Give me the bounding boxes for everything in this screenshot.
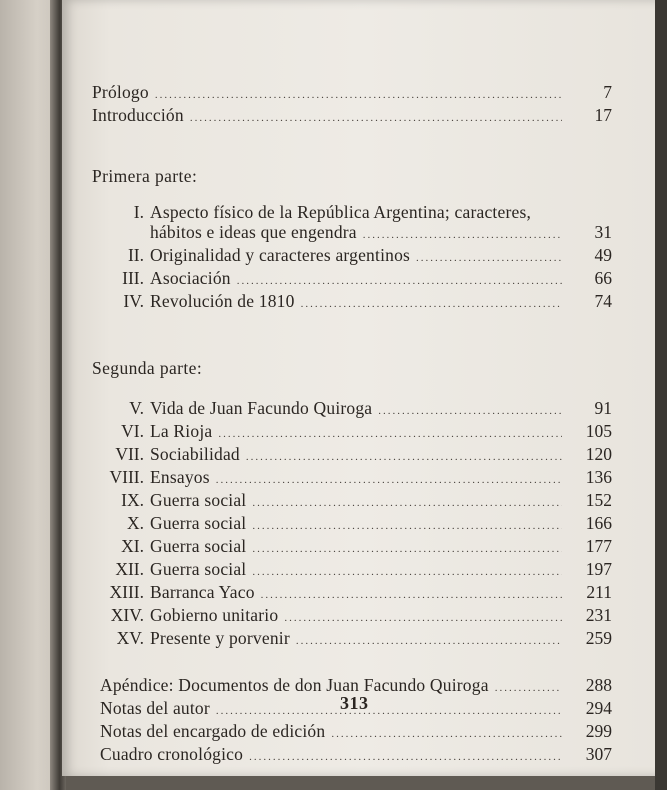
page-edge-shadow: [655, 0, 667, 790]
leader-dots: [252, 562, 562, 582]
leader-dots: [296, 631, 562, 651]
toc-entry-page: 66: [594, 268, 612, 288]
part-two-chapters: [92, 398, 612, 651]
toc-entry-title: Apéndice: Documentos de don Juan Facundo Quiroga: [100, 675, 489, 695]
toc-entry: [100, 421, 612, 444]
chapter-number: XIV.: [110, 605, 144, 625]
chapter-number: II.: [127, 245, 144, 265]
table-of-contents: [92, 82, 612, 767]
toc-entry-title: Barranca Yaco: [150, 582, 255, 602]
toc-entry: [100, 202, 612, 222]
toc-entry-page: 49: [594, 245, 612, 265]
toc-entry-page: 91: [594, 398, 612, 418]
chapter-number: III.: [122, 268, 144, 288]
leader-dots: [301, 294, 562, 314]
toc-entry: [100, 398, 612, 421]
toc-entry-page: 288: [585, 675, 612, 695]
page-number: 313: [340, 693, 369, 713]
toc-entry: [100, 744, 612, 767]
leader-dots: [216, 470, 562, 490]
part-heading: Segunda parte:: [92, 358, 203, 378]
toc-entry-continuation: [100, 222, 612, 245]
toc-entry-title: Presente y porvenir: [150, 628, 290, 648]
toc-entry-page: 299: [585, 721, 612, 741]
toc-entry: [100, 582, 612, 605]
toc-entry-page: 136: [585, 467, 612, 487]
toc-entry-page: 259: [585, 628, 612, 648]
leader-dots: [416, 248, 562, 268]
leader-dots: [331, 724, 562, 744]
chapter-number: XIII.: [109, 582, 144, 602]
toc-entry-title: Prólogo: [92, 82, 149, 102]
toc-entry: [100, 513, 612, 536]
toc-entry-page: 294: [585, 698, 612, 718]
toc-entry: [92, 105, 612, 128]
leader-dots: [261, 585, 562, 605]
toc-entry: [100, 605, 612, 628]
toc-entry: [100, 559, 612, 582]
leader-dots: [216, 701, 562, 721]
chapter-number: V.: [129, 398, 144, 418]
toc-entry: [100, 536, 612, 559]
toc-entry-title: Ensayos: [150, 467, 210, 487]
toc-entry-page: 120: [585, 444, 612, 464]
leader-dots: [284, 608, 562, 628]
leader-dots: [252, 516, 562, 536]
toc-entry-title: Guerra social: [150, 513, 247, 533]
chapter-number: X.: [126, 513, 144, 533]
toc-entry-title: Guerra social: [150, 559, 247, 579]
chapter-number: IV.: [123, 291, 144, 311]
toc-entry: [100, 245, 612, 268]
toc-entry-title: Asociación: [150, 268, 231, 288]
toc-entry-title: Revolución de 1810: [150, 291, 295, 311]
chapter-number: I.: [133, 202, 144, 222]
toc-entry-page: 211: [586, 582, 612, 602]
toc-entry: [100, 467, 612, 490]
toc-entry: [100, 490, 612, 513]
toc-entry-page: 7: [603, 82, 612, 102]
chapter-number: XV.: [116, 628, 144, 648]
toc-entry-page: 31: [594, 222, 612, 242]
back-matter: [92, 675, 612, 767]
toc-entry-page: 177: [585, 536, 612, 556]
toc-entry-title: Notas del encargado de edición: [100, 721, 326, 741]
toc-entry-page: 166: [585, 513, 612, 533]
leader-dots: [378, 401, 562, 421]
toc-entry-title: Notas del autor: [100, 698, 210, 718]
toc-entry-title: Vida de Juan Facundo Quiroga: [150, 398, 373, 418]
leader-dots: [246, 447, 562, 467]
chapter-number: XII.: [115, 559, 144, 579]
toc-entry: [100, 268, 612, 291]
toc-entry-title: La Rioja: [150, 421, 213, 441]
part-one-chapters: [92, 202, 612, 314]
leader-dots: [363, 225, 562, 245]
toc-entry-page: 197: [585, 559, 612, 579]
toc-entry-title: Originalidad y caracteres argentinos: [150, 245, 411, 265]
toc-entry: [100, 291, 612, 314]
toc-entry-title: Cuadro cronológico: [100, 744, 244, 764]
leader-dots: [252, 539, 562, 559]
chapter-number: VI.: [121, 421, 144, 441]
toc-entry-page: 152: [585, 490, 612, 510]
toc-entry-page: 231: [585, 605, 612, 625]
toc-entry-title: Guerra social: [150, 490, 247, 510]
leader-dots: [495, 678, 562, 698]
front-matter: [92, 82, 612, 128]
toc-entry-title: Introducción: [92, 105, 184, 125]
toc-entry-page: 17: [594, 105, 612, 125]
toc-entry-page: 307: [585, 744, 612, 764]
leader-dots: [190, 108, 562, 128]
chapter-number: VII.: [115, 444, 144, 464]
toc-entry: [100, 444, 612, 467]
chapter-number: XI.: [121, 536, 144, 556]
toc-entry-title: hábitos e ideas que engendra: [150, 222, 357, 242]
toc-entry-page: 105: [585, 421, 612, 441]
leader-dots: [155, 85, 562, 105]
part-heading: Primera parte:: [92, 166, 198, 186]
toc-entry-title: Sociabilidad: [150, 444, 240, 464]
chapter-number: VIII.: [109, 467, 144, 487]
toc-entry: [92, 82, 612, 105]
toc-entry-page: 74: [594, 291, 612, 311]
leader-dots: [237, 271, 562, 291]
toc-entry-title: Aspecto físico de la República Argentina; caracteres,: [150, 202, 532, 222]
leader-dots: [218, 424, 562, 444]
toc-entry-title: Guerra social: [150, 536, 247, 556]
leader-dots: [249, 747, 562, 767]
toc-entry-title: Gobierno unitario: [150, 605, 279, 625]
chapter-number: IX.: [121, 490, 144, 510]
leader-dots: [252, 493, 562, 513]
toc-entry: [100, 721, 612, 744]
toc-entry: [100, 628, 612, 651]
